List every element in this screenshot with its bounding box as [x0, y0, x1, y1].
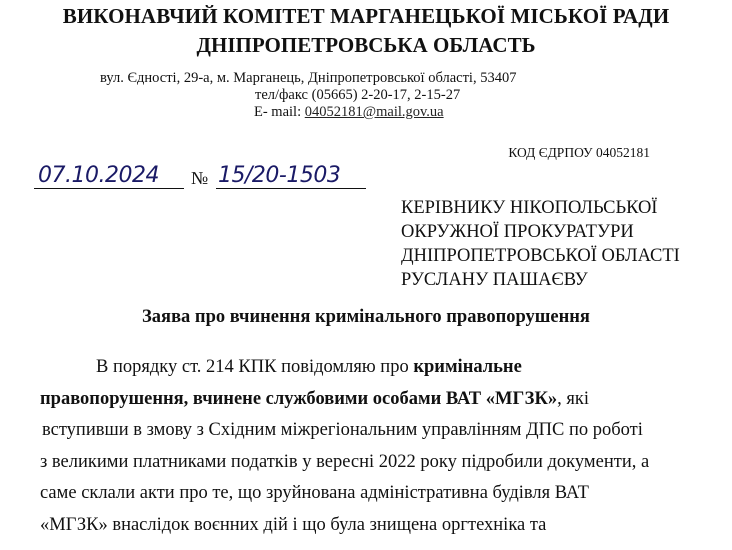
- body-line: вступивши в змову з Східним міжрегіональним управлінням ДПС по роботі: [42, 420, 643, 440]
- organization-region: ДНІПРОПЕТРОВСЬКА ОБЛАСТЬ: [196, 33, 536, 57]
- handwritten-date: 07.10.2024: [38, 163, 159, 188]
- body-text-run: , які: [557, 388, 589, 409]
- addressee-line: РУСЛАНУ ПАШАЄВУ: [401, 270, 588, 290]
- addressee-line: ДНІПРОПЕТРОВСЬКОЇ ОБЛАСТІ: [401, 246, 680, 266]
- organization-name: ВИКОНАВЧИЙ КОМІТЕТ МАРГАНЕЦЬКОЇ МІСЬКОЇ РАДИ: [62, 4, 670, 28]
- number-sign: №: [191, 168, 209, 188]
- addressee-line: КЕРІВНИКУ НІКОПОЛЬСЬКОЇ: [401, 198, 658, 218]
- document-subject: Заява про вчинення кримінального правопорушення: [142, 307, 590, 327]
- addressee-block: [401, 196, 721, 292]
- email-line: [100, 104, 660, 121]
- body-text-run: В порядку ст. 214 КПК повідомляю про: [96, 357, 414, 377]
- number-underline: [216, 188, 366, 189]
- edrpou-code: КОД ЄДРПОУ 04052181: [508, 145, 650, 160]
- letterhead-contacts: [100, 70, 660, 121]
- body-bold-run: правопорушення, вчинене службовими особами ВАТ «МГЗК»: [40, 388, 558, 409]
- body-line: «МГЗК» внаслідок воєнних дій і що була знищена оргтехніка та: [40, 514, 547, 535]
- body-line: з великими платниками податків у вересні 2022 року підробили документи, а: [40, 451, 650, 472]
- date-underline: [34, 188, 184, 189]
- body-line: [40, 384, 700, 416]
- handwritten-number: 15/20-1503: [218, 163, 341, 188]
- body-line: саме склали акти про те, що зруйнована адміністративна будівля ВАТ: [40, 483, 589, 503]
- body-bold-run: кримінальне: [413, 357, 522, 377]
- email-label: E- mail:: [254, 104, 305, 120]
- body-line: [40, 352, 700, 384]
- body-text: [40, 352, 700, 541]
- registration-block: [34, 163, 374, 197]
- addressee-line: ОКРУЖНОЇ ПРОКУРАТУРИ: [401, 222, 634, 242]
- phone-fax: тел/факс (05665) 2-20-17, 2-15-27: [255, 87, 461, 103]
- email-link[interactable]: 04052181@mail.gov.ua: [304, 104, 444, 120]
- postal-address: вул. Єдності, 29-а, м. Марганець, Дніпропетровської області, 53407: [100, 70, 517, 86]
